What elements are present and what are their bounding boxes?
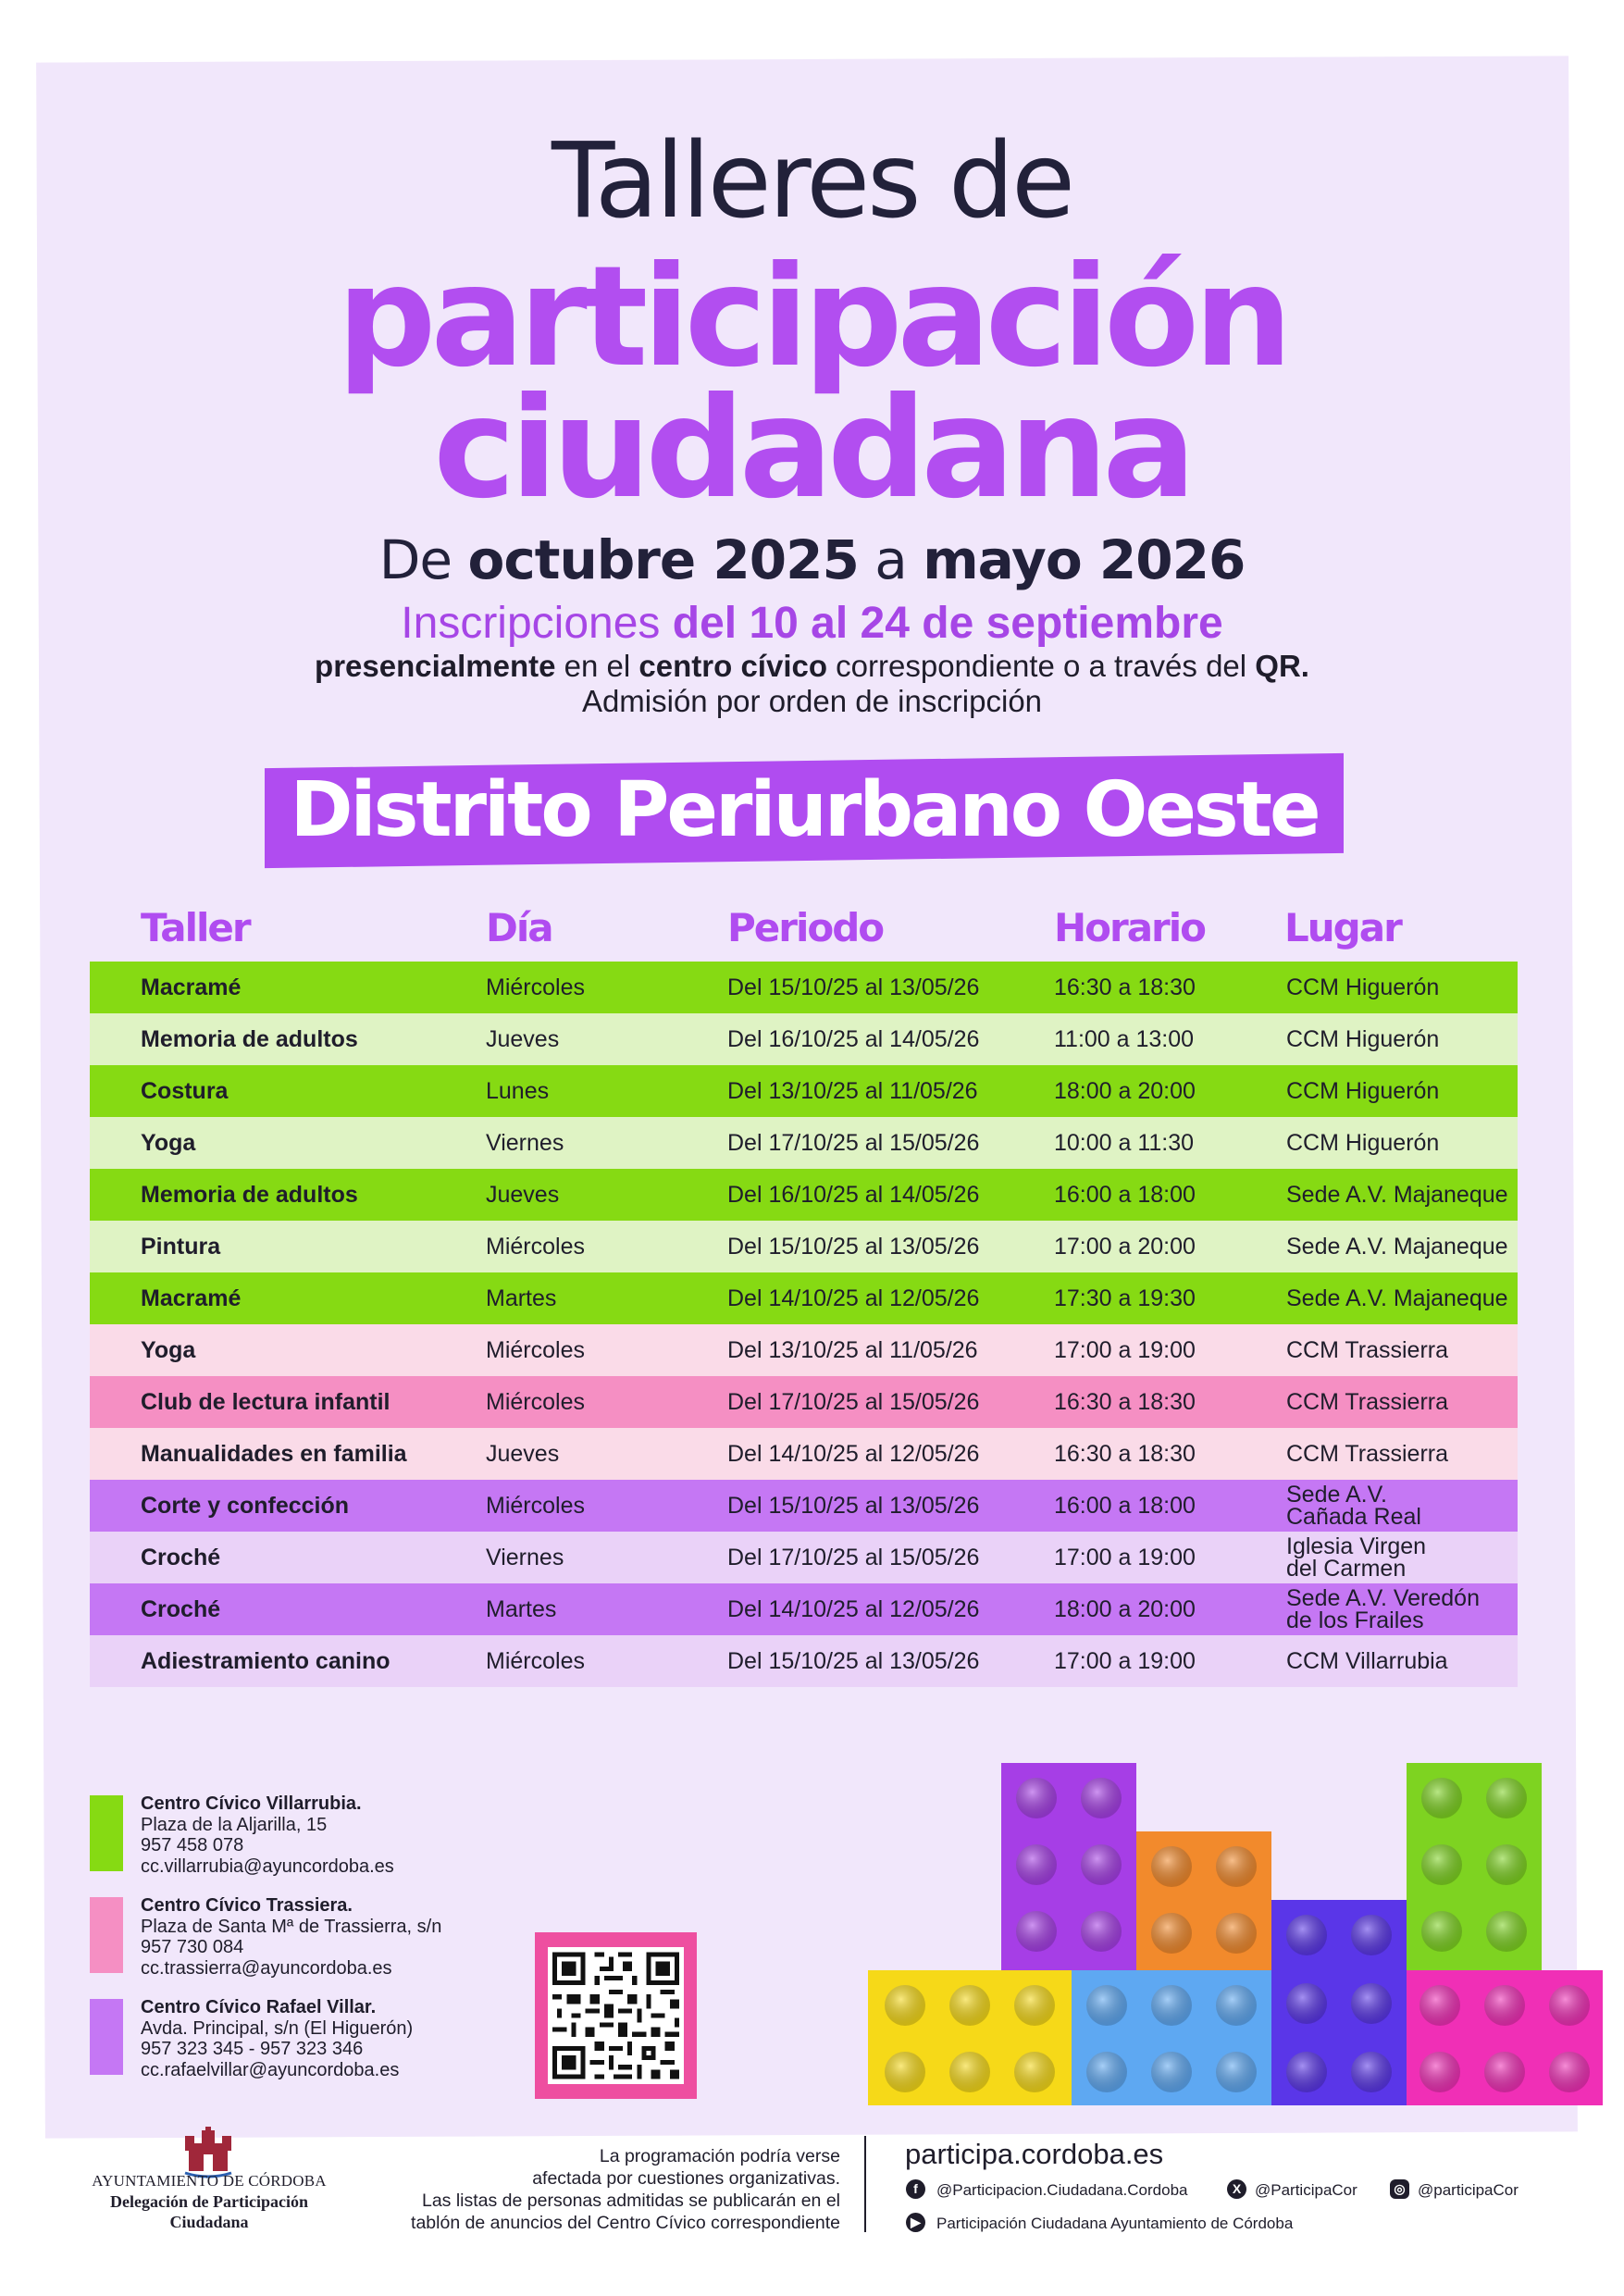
cell-lugar: CCM Villarrubia <box>1286 1648 1448 1674</box>
cell-lugar: Sede A.V. Majaneque <box>1286 1285 1508 1311</box>
cell-dia: Viernes <box>486 1545 564 1570</box>
cell-lugar <box>1286 1532 1426 1583</box>
note-line: afectada por cuestiones organizativas. <box>532 2168 840 2189</box>
column-header-periodo: Periodo <box>727 905 884 950</box>
cell-taller: Memoria de adultos <box>141 1026 358 1052</box>
cell-dia: Miércoles <box>486 1493 585 1519</box>
cell-dia: Miércoles <box>486 974 585 1000</box>
column-header-horario: Horario <box>1054 905 1206 950</box>
cell-dia: Jueves <box>486 1441 560 1467</box>
cell-lugar: CCM Trassierra <box>1286 1337 1449 1363</box>
table-row <box>90 1169 1518 1221</box>
cell-horario: 17:00 a 19:00 <box>1054 1545 1196 1570</box>
cell-lugar-line-2: de los Frailes <box>1286 1607 1424 1633</box>
cell-lugar: CCM Trassierra <box>1286 1441 1449 1467</box>
youtube-channel[interactable]: Participación Ciudadana Ayuntamiento de Córdoba <box>936 2215 1294 2232</box>
cell-lugar: CCM Higuerón <box>1286 1026 1440 1052</box>
cell-periodo: Del 17/10/25 al 15/05/26 <box>727 1545 980 1570</box>
mode-part-4: correspondiente o a través del <box>827 649 1256 683</box>
cell-periodo: Del 14/10/25 al 12/05/26 <box>727 1441 980 1467</box>
table-row <box>90 1272 1518 1324</box>
title-line-2: participación <box>337 237 1287 398</box>
table-row <box>90 1480 1518 1532</box>
admission-note: Admisión por orden de inscripción <box>581 684 1043 718</box>
website-link[interactable]: participa.cordoba.es <box>905 2138 1164 2170</box>
table-row <box>90 1221 1518 1272</box>
mode-part-1: presencialmente <box>315 649 556 683</box>
table-row <box>90 1324 1518 1376</box>
instagram-icon: ◎ <box>1390 2179 1409 2199</box>
youtube-icon: ▶ <box>906 2213 925 2232</box>
center-email[interactable]: cc.trassierra@ayuncordoba.es <box>141 1957 392 1979</box>
cell-periodo: Del 15/10/25 al 13/05/26 <box>727 1648 980 1674</box>
cell-lugar <box>1286 1480 1421 1532</box>
mode-part-2: en el <box>555 649 639 683</box>
table-row <box>90 1376 1518 1428</box>
cell-periodo: Del 17/10/25 al 15/05/26 <box>727 1130 980 1156</box>
cell-horario: 17:00 a 19:00 <box>1054 1648 1196 1674</box>
cell-taller: Yoga <box>141 1337 196 1363</box>
cell-dia: Miércoles <box>486 1337 585 1363</box>
cell-taller: Croché <box>141 1596 221 1622</box>
cell-periodo: Del 17/10/25 al 15/05/26 <box>727 1389 980 1415</box>
table-row <box>90 962 1518 1013</box>
cell-horario: 18:00 a 20:00 <box>1054 1596 1196 1622</box>
center-name: Centro Cívico Villarrubia. <box>141 1793 362 1814</box>
cell-lugar-line-2: Cañada Real <box>1286 1504 1421 1530</box>
cell-taller: Macramé <box>141 974 242 1000</box>
center-name: Centro Cívico Rafael Villar. <box>141 1997 377 2017</box>
cell-periodo: Del 15/10/25 al 13/05/26 <box>727 1493 980 1519</box>
cell-dia: Jueves <box>486 1026 560 1052</box>
center-info-rafael-villar <box>141 1997 413 2080</box>
x-handle[interactable]: @ParticipaCor <box>1255 2181 1357 2199</box>
district-title: Distrito Periurbano Oeste <box>290 766 1319 854</box>
date-prefix: De <box>378 528 452 591</box>
cell-dia: Viernes <box>486 1130 564 1156</box>
center-phone: 957 458 078 <box>141 1835 244 1855</box>
cell-horario: 16:00 a 18:00 <box>1054 1182 1196 1208</box>
table-row <box>90 1013 1518 1065</box>
cell-horario: 11:00 a 13:00 <box>1054 1026 1195 1052</box>
center-address: Avda. Principal, s/n (El Higuerón) <box>141 2017 414 2039</box>
cell-taller: Costura <box>141 1078 229 1104</box>
table-row <box>90 1532 1518 1583</box>
instagram-handle[interactable]: @participaCor <box>1418 2181 1519 2199</box>
lego-bricks-decoration <box>861 1763 1610 2105</box>
center-color-2 <box>90 1897 123 1973</box>
cell-lugar: CCM Trassierra <box>1286 1389 1449 1415</box>
cell-lugar: CCM Higuerón <box>1286 974 1440 1000</box>
city-council-name <box>89 2171 329 2232</box>
center-phone: 957 323 345 - 957 323 346 <box>141 2039 364 2059</box>
cell-dia: Miércoles <box>486 1648 585 1674</box>
column-header-dia: Día <box>486 905 552 950</box>
center-address: Plaza de la Aljarilla, 15 <box>141 1814 328 1835</box>
cell-periodo: Del 15/10/25 al 13/05/26 <box>727 974 980 1000</box>
cell-lugar-line-2: del Carmen <box>1286 1556 1407 1582</box>
note-line: La programación podría verse <box>599 2146 840 2166</box>
center-info-villarrubia <box>141 1793 394 1877</box>
date-mid: a <box>874 528 907 591</box>
cell-periodo: Del 16/10/25 al 14/05/26 <box>727 1026 980 1052</box>
table-row <box>90 1428 1518 1480</box>
cell-periodo: Del 13/10/25 al 11/05/26 <box>727 1337 978 1363</box>
cell-horario: 16:30 a 18:30 <box>1054 974 1196 1000</box>
title-line-1: Talleres de <box>551 121 1073 242</box>
center-address: Plaza de Santa Mª de Trassierra, s/n <box>141 1916 442 1937</box>
cell-lugar <box>1286 1583 1480 1635</box>
footer-note <box>315 2145 840 2234</box>
org-line-1: AYUNTAMIENTO DE CÓRDOBA <box>92 2172 327 2190</box>
note-line: Las listas de personas admitidas se publicarán en el <box>421 2191 840 2211</box>
center-email[interactable]: cc.rafaelvillar@ayuncordoba.es <box>141 2059 400 2080</box>
cell-taller: Macramé <box>141 1285 242 1311</box>
cell-taller: Yoga <box>141 1130 196 1156</box>
title-line-3: ciudadana <box>433 368 1191 529</box>
cell-lugar: Sede A.V. Majaneque <box>1286 1234 1508 1260</box>
cell-horario: 16:30 a 18:30 <box>1054 1389 1196 1415</box>
cell-periodo: Del 15/10/25 al 13/05/26 <box>727 1234 980 1260</box>
date-start: octubre 2025 <box>467 528 859 591</box>
note-line: tablón de anuncios del Centro Cívico correspondiente <box>411 2213 840 2233</box>
cell-taller: Adiestramiento canino <box>141 1648 391 1674</box>
mode-part-5: QR. <box>1255 649 1309 683</box>
cell-dia: Miércoles <box>486 1389 585 1415</box>
center-email[interactable]: cc.villarrubia@ayuncordoba.es <box>141 1855 394 1877</box>
cell-horario: 10:00 a 11:30 <box>1054 1130 1195 1156</box>
center-phone: 957 730 084 <box>141 1937 244 1957</box>
column-header-lugar: Lugar <box>1284 905 1401 950</box>
cell-periodo: Del 14/10/25 al 12/05/26 <box>727 1285 980 1311</box>
column-header-taller: Taller <box>141 905 250 950</box>
qr-code-graphic <box>548 1947 684 2084</box>
cell-taller: Memoria de adultos <box>141 1182 358 1208</box>
qr-code[interactable] <box>548 1947 684 2084</box>
cell-lugar-line-1: Iglesia Virgen <box>1286 1533 1427 1559</box>
org-line-2: Delegación de Participación Ciudadana <box>110 2192 308 2231</box>
center-color-1 <box>90 1795 123 1871</box>
table-row <box>90 1065 1518 1117</box>
table-row <box>90 1583 1518 1635</box>
cell-horario: 17:00 a 20:00 <box>1054 1234 1196 1260</box>
cell-dia: Jueves <box>486 1182 560 1208</box>
inscriptions-line <box>0 599 1624 648</box>
cell-horario: 18:00 a 20:00 <box>1054 1078 1196 1104</box>
cell-dia: Martes <box>486 1596 557 1622</box>
cell-lugar-line-1: Sede A.V. <box>1286 1482 1387 1508</box>
mode-part-3: centro cívico <box>638 649 827 683</box>
cell-taller: Pintura <box>141 1234 221 1260</box>
cell-dia: Miércoles <box>486 1234 585 1260</box>
cell-horario: 17:00 a 19:00 <box>1054 1337 1196 1363</box>
inscriptions-prefix: Inscripciones <box>401 599 661 648</box>
footer-divider <box>864 2136 866 2232</box>
cell-lugar-line-1: Sede A.V. Veredón <box>1286 1585 1480 1611</box>
cell-lugar: CCM Higuerón <box>1286 1078 1440 1104</box>
cell-horario: 17:30 a 19:30 <box>1054 1285 1196 1311</box>
cell-lugar: Sede A.V. Majaneque <box>1286 1182 1508 1208</box>
cell-lugar: CCM Higuerón <box>1286 1130 1440 1156</box>
table-row <box>90 1117 1518 1169</box>
cell-taller: Corte y confección <box>141 1493 350 1519</box>
facebook-icon: f <box>906 2179 925 2199</box>
facebook-handle[interactable]: @Participacion.Ciudadana.Cordoba <box>936 2181 1188 2199</box>
registration-mode <box>0 650 1624 683</box>
cell-periodo: Del 14/10/25 al 12/05/26 <box>727 1596 980 1622</box>
inscriptions-dates: del 10 al 24 de septiembre <box>672 599 1223 648</box>
date-end: mayo 2026 <box>923 528 1246 591</box>
cell-dia: Lunes <box>486 1078 550 1104</box>
date-range <box>0 528 1624 591</box>
cell-periodo: Del 16/10/25 al 14/05/26 <box>727 1182 980 1208</box>
center-name: Centro Cívico Trassiera. <box>141 1895 353 1916</box>
table-row <box>90 1635 1518 1687</box>
cell-horario: 16:30 a 18:30 <box>1054 1441 1196 1467</box>
cell-taller: Club de lectura infantil <box>141 1389 391 1415</box>
cell-taller: Croché <box>141 1545 221 1570</box>
cell-dia: Martes <box>486 1285 557 1311</box>
center-color-3 <box>90 1999 123 2075</box>
x-twitter-icon: X <box>1227 2179 1246 2199</box>
cell-horario: 16:00 a 18:00 <box>1054 1493 1196 1519</box>
cell-periodo: Del 13/10/25 al 11/05/26 <box>727 1078 978 1104</box>
cell-taller: Manualidades en familia <box>141 1441 407 1467</box>
center-info-trassierra <box>141 1895 441 1979</box>
